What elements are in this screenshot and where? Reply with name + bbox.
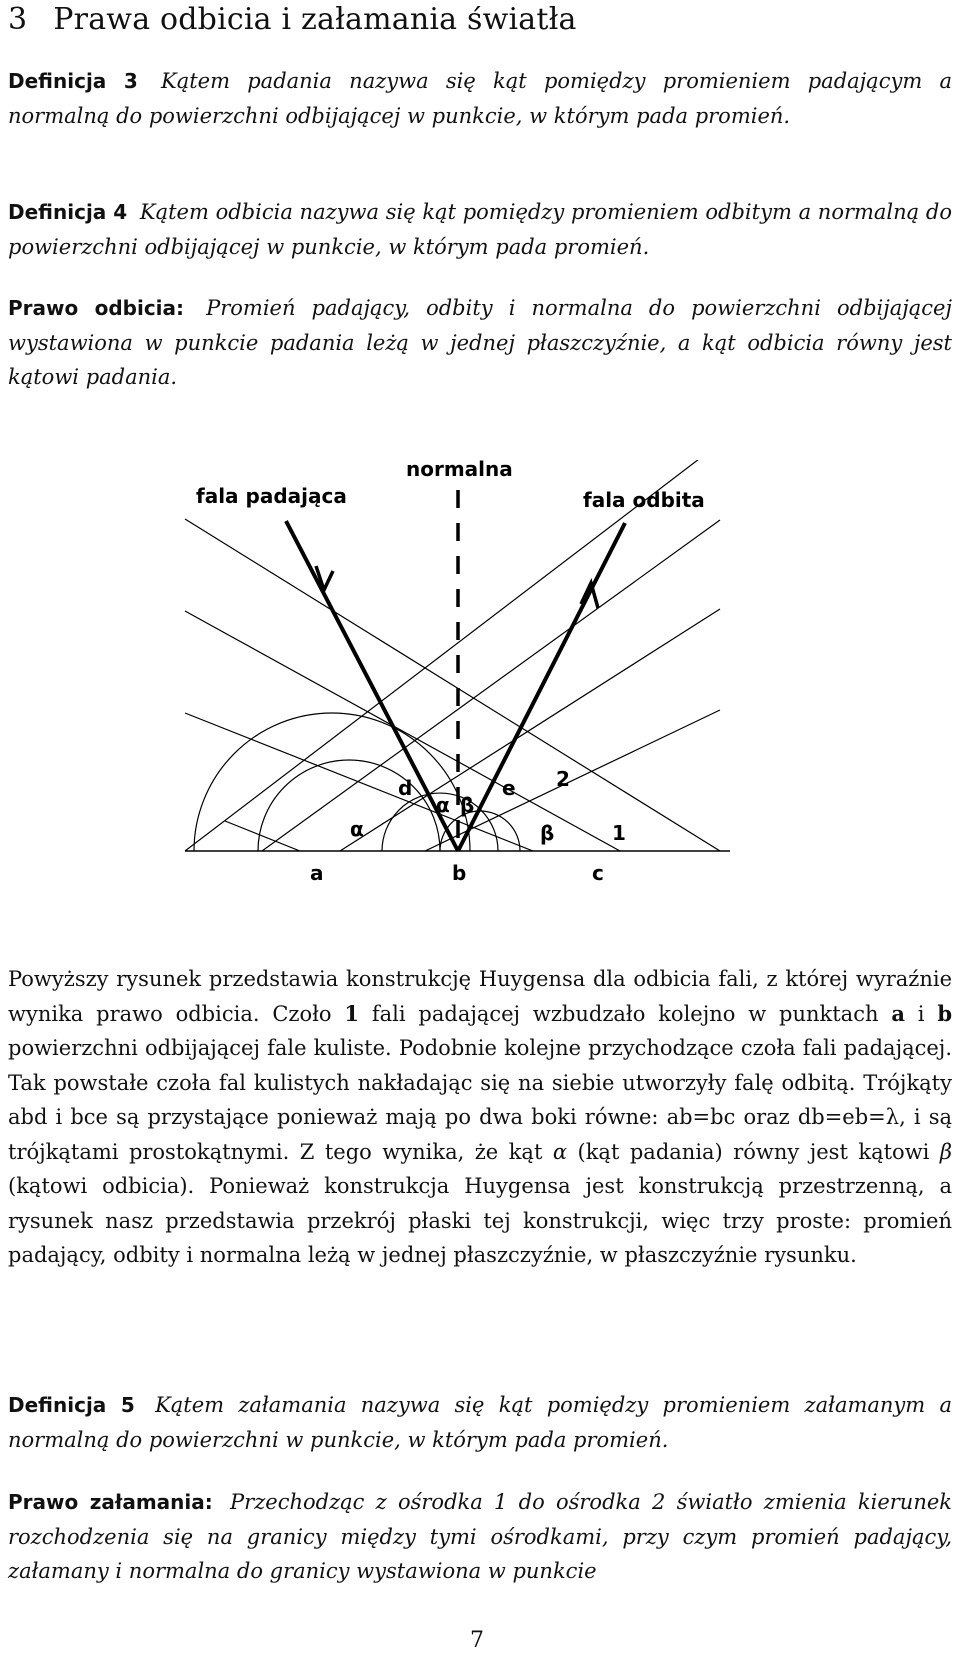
wavelet-medium [258, 760, 440, 851]
definition-4 [8, 195, 952, 264]
definition-3-text: Kątem padania nazywa się kąt pomiędzy promieniem padającym a normalną do powierzchni odbijającej w punkcie, w którym pada promień. [8, 69, 952, 128]
label-point-a: a [310, 861, 324, 885]
label-wavefront-1: 1 [612, 821, 626, 845]
label-point-e: e [502, 776, 516, 800]
section-number: 3 [8, 2, 28, 37]
definition-5-text: Kątem załamania nazywa się kąt pomiędzy promieniem załamanym a normalną do powierzchni w punkcie, w którym pada promień. [8, 1393, 953, 1452]
text-run: Powyższy rysunek przedstawia konstrukcję Huygensa dla odbicia fali, z której wyraźnie wynika prawo odbicia. Czoło [8, 967, 952, 1026]
label-reflected-wave: fala odbita [583, 488, 705, 512]
reflected-ray [458, 523, 625, 851]
label-point-d: d [398, 776, 413, 800]
incident-ray [286, 521, 458, 851]
incident-wavefronts [185, 519, 720, 851]
label-angle-beta-top: β [460, 793, 475, 817]
label-incident-wave: fala padająca [196, 484, 347, 508]
incident-wavefront-2 [185, 611, 620, 851]
definition-5 [8, 1388, 952, 1457]
text-run: (kąt padania) równy jest kątowi [567, 1139, 940, 1164]
law-of-refraction [8, 1485, 952, 1589]
label-normal: normalna [406, 460, 513, 481]
wavelet-right [440, 811, 520, 851]
law-of-reflection-label: Prawo odbicia: [8, 296, 185, 320]
incident-wavefront-1 [185, 519, 720, 851]
text-run: i [904, 1001, 938, 1026]
label-point-c: c [592, 861, 604, 885]
math-beta: β [939, 1139, 952, 1164]
law-of-reflection-text: Promień padający, odbity i normalna do powierzchni odbijającej wystawiona w punkcie padania leżą w jednej płaszczyźnie, a kąt odbicia równy jest kątowi padania. [8, 296, 952, 389]
definition-4-label: Definicja 4 [8, 200, 128, 224]
bold-run: 1 [344, 1000, 360, 1026]
law-of-refraction-label: Prawo załamania: [8, 1490, 213, 1514]
figure-svg [180, 460, 740, 900]
bold-run: b [937, 1000, 952, 1026]
label-angle-alpha-left: α [350, 817, 364, 841]
section-title: Prawa odbicia i załamania światła [53, 2, 577, 37]
definition-5-label: Definicja 5 [8, 1393, 135, 1417]
law-of-reflection [8, 291, 952, 395]
huygens-explanation [8, 962, 952, 1273]
math-alpha: α [552, 1139, 568, 1164]
law-of-refraction-text: Przechodząc z ośrodka 1 do ośrodka 2 światło zmienia kierunek rozchodzenia się na granicy między tymi ośrodkami, przy czym promień padający, załamany i normalna do granicy wystawiona w punkcie [8, 1490, 952, 1583]
huygens-reflection-figure [180, 460, 740, 900]
label-angle-alpha-top: α [436, 793, 450, 817]
incident-wavefront-4 [225, 821, 300, 851]
label-point-b: b [452, 861, 467, 885]
wavelet-large [194, 713, 470, 851]
definition-3-label: Definicja 3 [8, 69, 138, 93]
section-heading [8, 2, 577, 37]
text-run: powierzchni odbijającej fale kuliste. Podobnie kolejne przychodzące czoła fali padającej. Tak powstałe czoła fal kulistych nakładając się na siebie utworzyły falę odbitą. Trójkąty abd i bce są przystające ponieważ mają po dwa boki równe: ab=bc oraz db=eb=λ, i są trójkątami prostokątnymi. Z tego wynika, że kąt [8, 1036, 952, 1164]
text-run: (kątowi odbicia). Ponieważ konstrukcja Huygensa jest konstrukcją przestrzenną, a rysunek nasz przedstawia przekrój płaski tej konstrukcji, więc trzy proste: promień padający, odbity i normalna leżą w jednej płaszczyźnie, w płaszczyźnie rysunku. [8, 1174, 952, 1267]
definition-3 [8, 64, 952, 133]
bold-run: a [891, 1000, 905, 1026]
label-wavefront-2: 2 [556, 767, 570, 791]
page-number: 7 [470, 1628, 484, 1653]
reflected-wavefront-2 [262, 520, 720, 851]
text-run: fali padającej wzbudzało kolejno w punktach [359, 1001, 892, 1026]
definition-4-text: Kątem odbicia nazywa się kąt pomiędzy promieniem odbitym a normalną do powierzchni odbijającej w punkcie, w którym pada promień. [8, 200, 952, 259]
label-angle-beta-right: β [540, 821, 555, 845]
